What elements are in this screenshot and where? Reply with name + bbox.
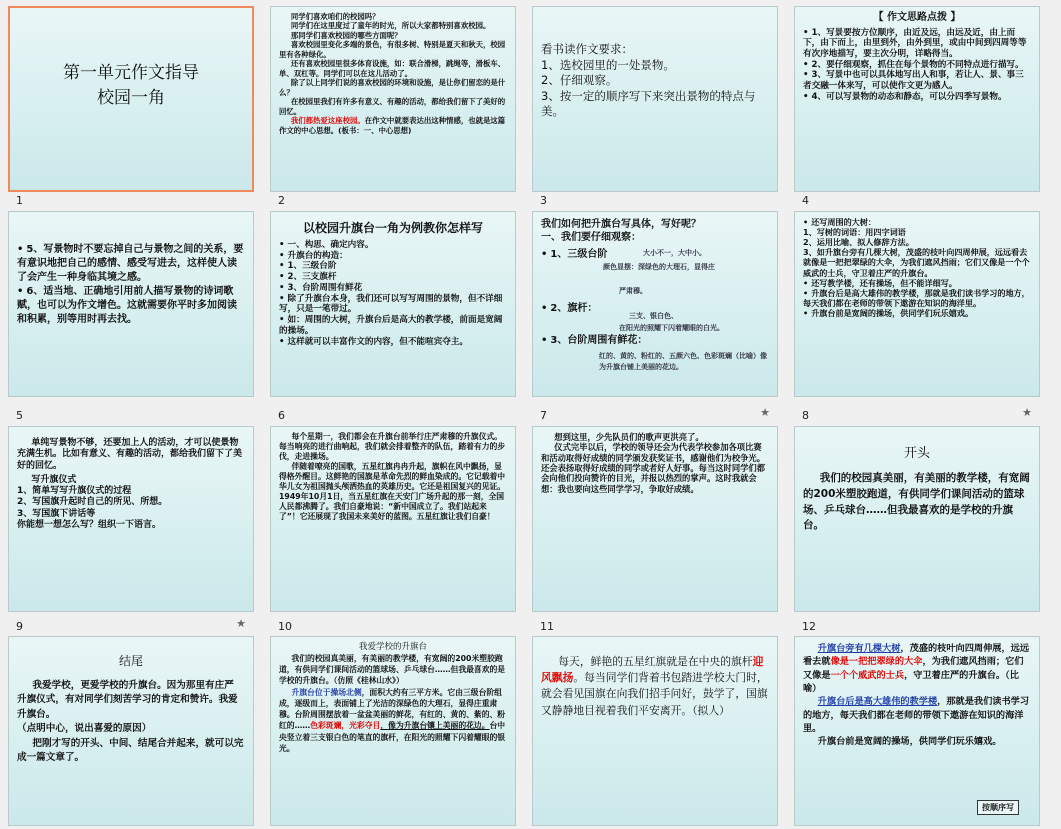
bullet-item: • 除了升旗台本身，我们还可以写写周围的景物，但不详细写，只是一笔带过。 <box>279 294 507 315</box>
text-line: 每天，鲜艳的五星红旗就是在中央的旗杆 <box>558 655 753 668</box>
bullet-item: • 如：周围的大树，升旗台后是高大的教学楼，前面是宽阔的操场。 <box>279 315 507 336</box>
text-line: ，像为升旗台镶上美丽的花边。 <box>380 721 490 731</box>
slide-thumbnail[interactable] <box>532 211 778 397</box>
bullet-item: • 1、写景要按方位顺序，由近及远，由远及近，由上而下，由下而上，由里到外，由外到里，或由中间到四周等等有次序地描写，要主次分明，详略得当。 <box>803 28 1031 60</box>
slide-number: 10 <box>278 620 292 633</box>
slide-title: 结尾 <box>118 654 143 668</box>
annotation-text: 三支、银白色、 <box>629 312 678 320</box>
text-line: 1、写树的词语：用四字词语 <box>803 227 906 238</box>
bullet-item: • 3、台阶周围有鲜花： <box>541 335 647 348</box>
bullet-item: • 1、三级台阶 <box>279 261 507 272</box>
bullet-item: • 2、旗杆： <box>541 303 597 316</box>
slide-thumbnail[interactable] <box>794 426 1040 612</box>
slide-title: 我爱学校的升旗台 <box>358 642 427 652</box>
bullet-item: • 一、构思、确定内容。 <box>279 240 507 251</box>
callout-box: 按顺序写 <box>977 800 1019 815</box>
slide-cell-12[interactable] <box>786 420 1048 633</box>
text-line: ，面积大约有三平方米。它由三级台阶组成，逐级而上，表面铺上了光洁的深绿色的大理石，显得庄重肃穆。台阶周围摆放着一盆盆美丽的鲜花，有红的、黄的、紫的、粉红的…… <box>279 687 506 731</box>
slide-number: 6 <box>278 409 285 422</box>
annotation-text: 颜色显摆：深绿色的大理石，显得庄 <box>603 263 715 271</box>
highlight-text: 一个个威武的士兵 <box>830 669 905 681</box>
slide-cell-15[interactable] <box>524 630 786 829</box>
slide-cell-4[interactable] <box>786 0 1048 205</box>
slide-thumbnail[interactable] <box>270 211 516 397</box>
slide-thumbnail[interactable] <box>8 426 254 612</box>
text-line: 3、按一定的顺序写下来突出景物的特点与美。 <box>541 88 756 119</box>
text-line: 升旗台前是宽阔的操场，供同学们玩乐嬉戏。 <box>817 736 1002 748</box>
slide-title: 【 作文思路点拨 】 <box>873 12 961 23</box>
bullet-item: • 3、台阶周围有鲜花 <box>279 283 507 294</box>
bullet-item: • 6、适当地、正确地引用前人描写景物的诗词歌赋，也可以为作文增色。这就需要你平时多加阅读和积累，别等用时再去找。 <box>17 285 245 327</box>
slide-number: 8 <box>802 409 809 422</box>
highlight-text: 我们都热爱这座校园。 <box>290 116 365 126</box>
text-line: 1、简单写写升旗仪式的过程 <box>17 486 132 496</box>
annotation-text: 在阳光的照耀下闪着耀眼的白光。 <box>619 324 724 332</box>
text-line: 每个星期一，我们都会在升旗台前举行庄严肃穆的升旗仪式。每当响亮的进行曲响起，我们就会排着整齐的队伍，踏着有力的步伐，走进操场。 <box>279 432 506 461</box>
text-line: 3、如升旗台旁有几棵大树，茂盛的枝叶向四周伸展，远远看去就像是一把把翠绿的大伞，为我们遮风挡雨；它们又像是一个个威武的士兵，守卫着庄严的升旗台。 <box>803 247 1030 278</box>
slide-number: 11 <box>540 620 554 633</box>
text-line: 我爱学校，更爱学校的升旗台。因为那里有庄严 升旗仪式，有对同学们刻苦学习的肯定和赞许。我爱升旗台。 <box>17 680 238 720</box>
slide-cell-10[interactable] <box>262 420 524 633</box>
text-line: 2、写国旗升起时自己的所见、所想。 <box>17 497 168 508</box>
slide-title: 我们如何把升旗台写具体，写好呢？ <box>541 219 701 230</box>
text-line: 。每当同学们背着书包踏进学校大门时，就会看见国旗在向我们招手问好，鼓学了，国旗又静静地目视着我们平安离开。 <box>541 671 768 717</box>
text-line: ，为我们遮风挡雨；它们又像是 <box>803 656 1024 681</box>
slide-cell-14[interactable] <box>262 630 524 829</box>
animation-star-icon[interactable]: ★ <box>236 617 246 630</box>
slide-thumbnail[interactable] <box>794 636 1040 826</box>
slide-thumbnail[interactable] <box>794 211 1040 397</box>
slide-cell-9[interactable] <box>0 420 262 633</box>
slide-title: 第一单元作文指导 <box>63 63 199 83</box>
slide-thumbnail[interactable] <box>794 6 1040 192</box>
text-line: （点明中心，说出喜爱的原因） <box>17 723 152 735</box>
bullet-item: • 还写周围的大树： <box>803 217 1031 227</box>
annotation-text: 严肃穆。 <box>619 287 647 295</box>
highlight-text: 升旗台旁有几棵大树 <box>817 643 901 654</box>
text-line: 想到这里，少先队员们的歌声更洪亮了。 <box>554 432 704 442</box>
highlight-text: 像是一把把翠绿的大伞 <box>830 656 923 668</box>
text-line: ，茂盛的枝叶向四周伸展，远远看去就 <box>803 643 1030 668</box>
highlight-text: 色彩斑斓，光彩夺目 <box>310 721 381 731</box>
text-line: 3、写国旗下讲话等 <box>17 508 96 519</box>
text-line: 我们的校园真美丽，有美丽的教学楼，有宽阔的200米塑胶跑道，有供同学们课间活动的篮球场、乒乓球台……但我最喜欢的是学校的升旗台。 <box>803 472 1030 532</box>
slide-title: 以校园升旗台一角为例教你怎样写 <box>302 221 483 235</box>
slide-number: 2 <box>278 194 285 207</box>
slide-number: 12 <box>802 620 816 633</box>
slide-cell-6[interactable] <box>262 205 524 422</box>
highlight-text: 迎风飘扬 <box>541 655 764 685</box>
slide-cell-2[interactable] <box>262 0 524 205</box>
slide-number: 9 <box>16 620 23 633</box>
slide-thumbnail[interactable] <box>532 636 778 826</box>
text-line: ，守卫着庄严的升旗台。（比喻） <box>803 669 1019 695</box>
slide-thumbnail[interactable] <box>270 6 516 192</box>
highlight-text: 升旗台后是高大雄伟的教学楼 <box>817 696 938 708</box>
slide-number: 5 <box>16 409 23 422</box>
slide-thumbnail[interactable] <box>8 636 254 826</box>
slide-cell-16[interactable] <box>786 630 1048 829</box>
slide-subtitle: 一、我们要仔细观察： <box>541 231 641 243</box>
slide-cell-11[interactable] <box>524 420 786 633</box>
slide-cell-13[interactable] <box>0 630 262 829</box>
bullet-item: • 1、三级台阶 <box>541 249 607 262</box>
slide-thumbnail[interactable] <box>8 211 254 397</box>
slide-number: 3 <box>540 194 547 207</box>
slide-title: 开头 <box>903 446 930 461</box>
text-line: 在校园里我们有许多有意义、有趣的活动，都给我们留下了美好的回忆。 <box>279 97 506 116</box>
annotation-text: 红的、黄的、粉红的、五颜六色、色彩斑斓（比喻）像为升旗台铺上美丽的花边。 <box>599 352 767 371</box>
animation-star-icon[interactable]: ★ <box>760 406 770 419</box>
slide-thumbnail[interactable] <box>8 6 254 192</box>
slide-thumbnail[interactable] <box>270 426 516 612</box>
text-line: 2、运用比喻、拟人修辞方法。 <box>803 237 914 248</box>
bullet-item: • 5、写景物时不要忘掉自己与景物之间的关系，要有意识地把自己的感情、感受写进去，这样使人读了会产生一种身临其境之感。 <box>17 243 245 285</box>
slide-number: 4 <box>802 194 809 207</box>
highlight-text: 升旗台位于操场北侧 <box>291 687 362 697</box>
slide-subtitle: 校园一角 <box>97 87 165 108</box>
bullet-item: • 还写教学楼，还有操场，但不能详细写。 <box>803 278 1031 288</box>
text-line: 除了以上同学们说的喜欢校园的环境和设施，是让你们留恋的是什么？ <box>279 78 506 97</box>
text-line: 看书读作文要求： <box>541 42 633 56</box>
text-line: 单纯写景物不够，还要加上人的活动，才可以使景物充满生机。比如有意义、有趣的活动，都给我们留下了美好的回忆。 <box>17 438 243 471</box>
text-line: 1、选校园里的一处景物。 <box>541 57 675 72</box>
slide-number: 7 <box>540 409 547 422</box>
text-line: 仪式完毕以后，学校的领导还会为代表学校参加各项比赛和活动取得好成绩的同学颁发获奖证书，感谢他们为校争光。还会表扬取得好成绩的同学或者好人好事。每当这时同学们都会向他们投向赞许的目光，并报以热烈的掌声。这时我就会想：我也要向这些同学学习，争取好成绩。 <box>541 442 766 494</box>
bullet-item: • 4、可以写景物的动态和静态，可以分四季写景物。 <box>803 92 1031 103</box>
text-line: 你能想一想怎么写？组织一下语言。 <box>17 519 162 530</box>
text-line: 喜欢校园里变化多端的景色，有很多树、特别是夏天和秋天，校园里有各种绿化。 <box>279 40 506 59</box>
text-line: 台中央竖立着三支银白色的笔直的旗杆，在阳光的照耀下闪着耀眼的银光。 <box>279 721 506 753</box>
text-line: 写升旗仪式 <box>31 474 77 485</box>
bullet-item: • 升旗台的构造： <box>279 251 507 262</box>
text-line: （拟人） <box>692 703 730 717</box>
text-line: 把刚才写的开头、中间、结尾合并起来，就可以完成一篇文章了。 <box>17 737 244 763</box>
animation-star-icon[interactable]: ★ <box>1022 406 1032 419</box>
text-line: 在作文中就要表达出这种情感，也就是这篇作文的中心思想。(板书：一、中心思想) <box>279 116 506 135</box>
text-line: 伴随着嘹亮的国歌，五星红旗冉冉升起，旗帜在风中飘扬，显得格外醒目。这鲜艳的国旗是革命先烈的鲜血染成的。它记载着中华儿女为祖国抛头颅洒热血的英雄历史。它还是祖国复兴的见证。1949年10月1日，当五星红旗在天安门广场升起的那一刻，全国人民都沸腾了。我们自豪地说：“新中国成立了。我们站起来了”！它还展现了我国未来美好的蓝图。五星红旗让我们自豪！ <box>279 461 506 521</box>
slide-cell-7[interactable] <box>524 205 786 422</box>
bullet-item: • 升旗台后是高大雄伟的教学楼，那就是我们读书学习的地方，每天我们都在老师的带领下遨游在知识的海洋里。 <box>803 288 1031 308</box>
slide-cell-3[interactable] <box>524 0 786 205</box>
bullet-item: • 3、写景中也可以具体地写出人和事，若让人、景、事三者交融一体来写，可以使作文更为感人。 <box>803 70 1031 91</box>
slide-cell-5[interactable] <box>0 205 262 422</box>
text-line: 同学们喜欢咱们的校园吗？ <box>290 12 380 21</box>
text-line: 那同学们喜欢校园的哪些方面呢？ <box>290 30 402 40</box>
bullet-item: • 2、要仔细观察，抓住在每个景物的不同特点进行描写。 <box>803 60 1031 71</box>
slide-thumbnail[interactable] <box>532 6 778 192</box>
annotation-text: 大小不一，大中小。 <box>643 249 706 257</box>
text-line: ，那就是我们读书学习的地方，每天我们都在老师的带领下遨游在知识的海洋里。 <box>803 696 1030 735</box>
slide-number: 1 <box>16 194 23 207</box>
slide-cell-1[interactable] <box>0 0 262 205</box>
slide-thumbnail[interactable] <box>532 426 778 612</box>
bullet-item: • 升旗台前是宽阔的操场，供同学们玩乐嬉戏。 <box>803 308 1031 318</box>
bullet-item: • 这样就可以丰富作文的内容，但不能喧宾夺主。 <box>279 337 507 348</box>
text-line: 还有喜欢校园里很多体育设施，如：联合滑梯，跳绳等，滑板车、单、双杠等。同学们可以在这儿活动了。 <box>279 59 506 78</box>
text-line: 2、仔细观察。 <box>541 73 618 88</box>
text-line: 同学们在这里度过了童年的时光，所以大家都特别喜欢校园。 <box>290 21 491 31</box>
slide-thumbnail[interactable] <box>270 636 516 826</box>
bullet-item: • 2、三支旗杆 <box>279 272 507 283</box>
text-line: 我们的校园真美丽，有美丽的教学楼，有宽阔的200米塑胶跑道，有供同学们课间活动的篮球场、乒乓球台……但我最喜欢的是学校的升旗台。（仿照《桂林山水》） <box>279 653 506 686</box>
slide-cell-8[interactable] <box>786 205 1048 422</box>
